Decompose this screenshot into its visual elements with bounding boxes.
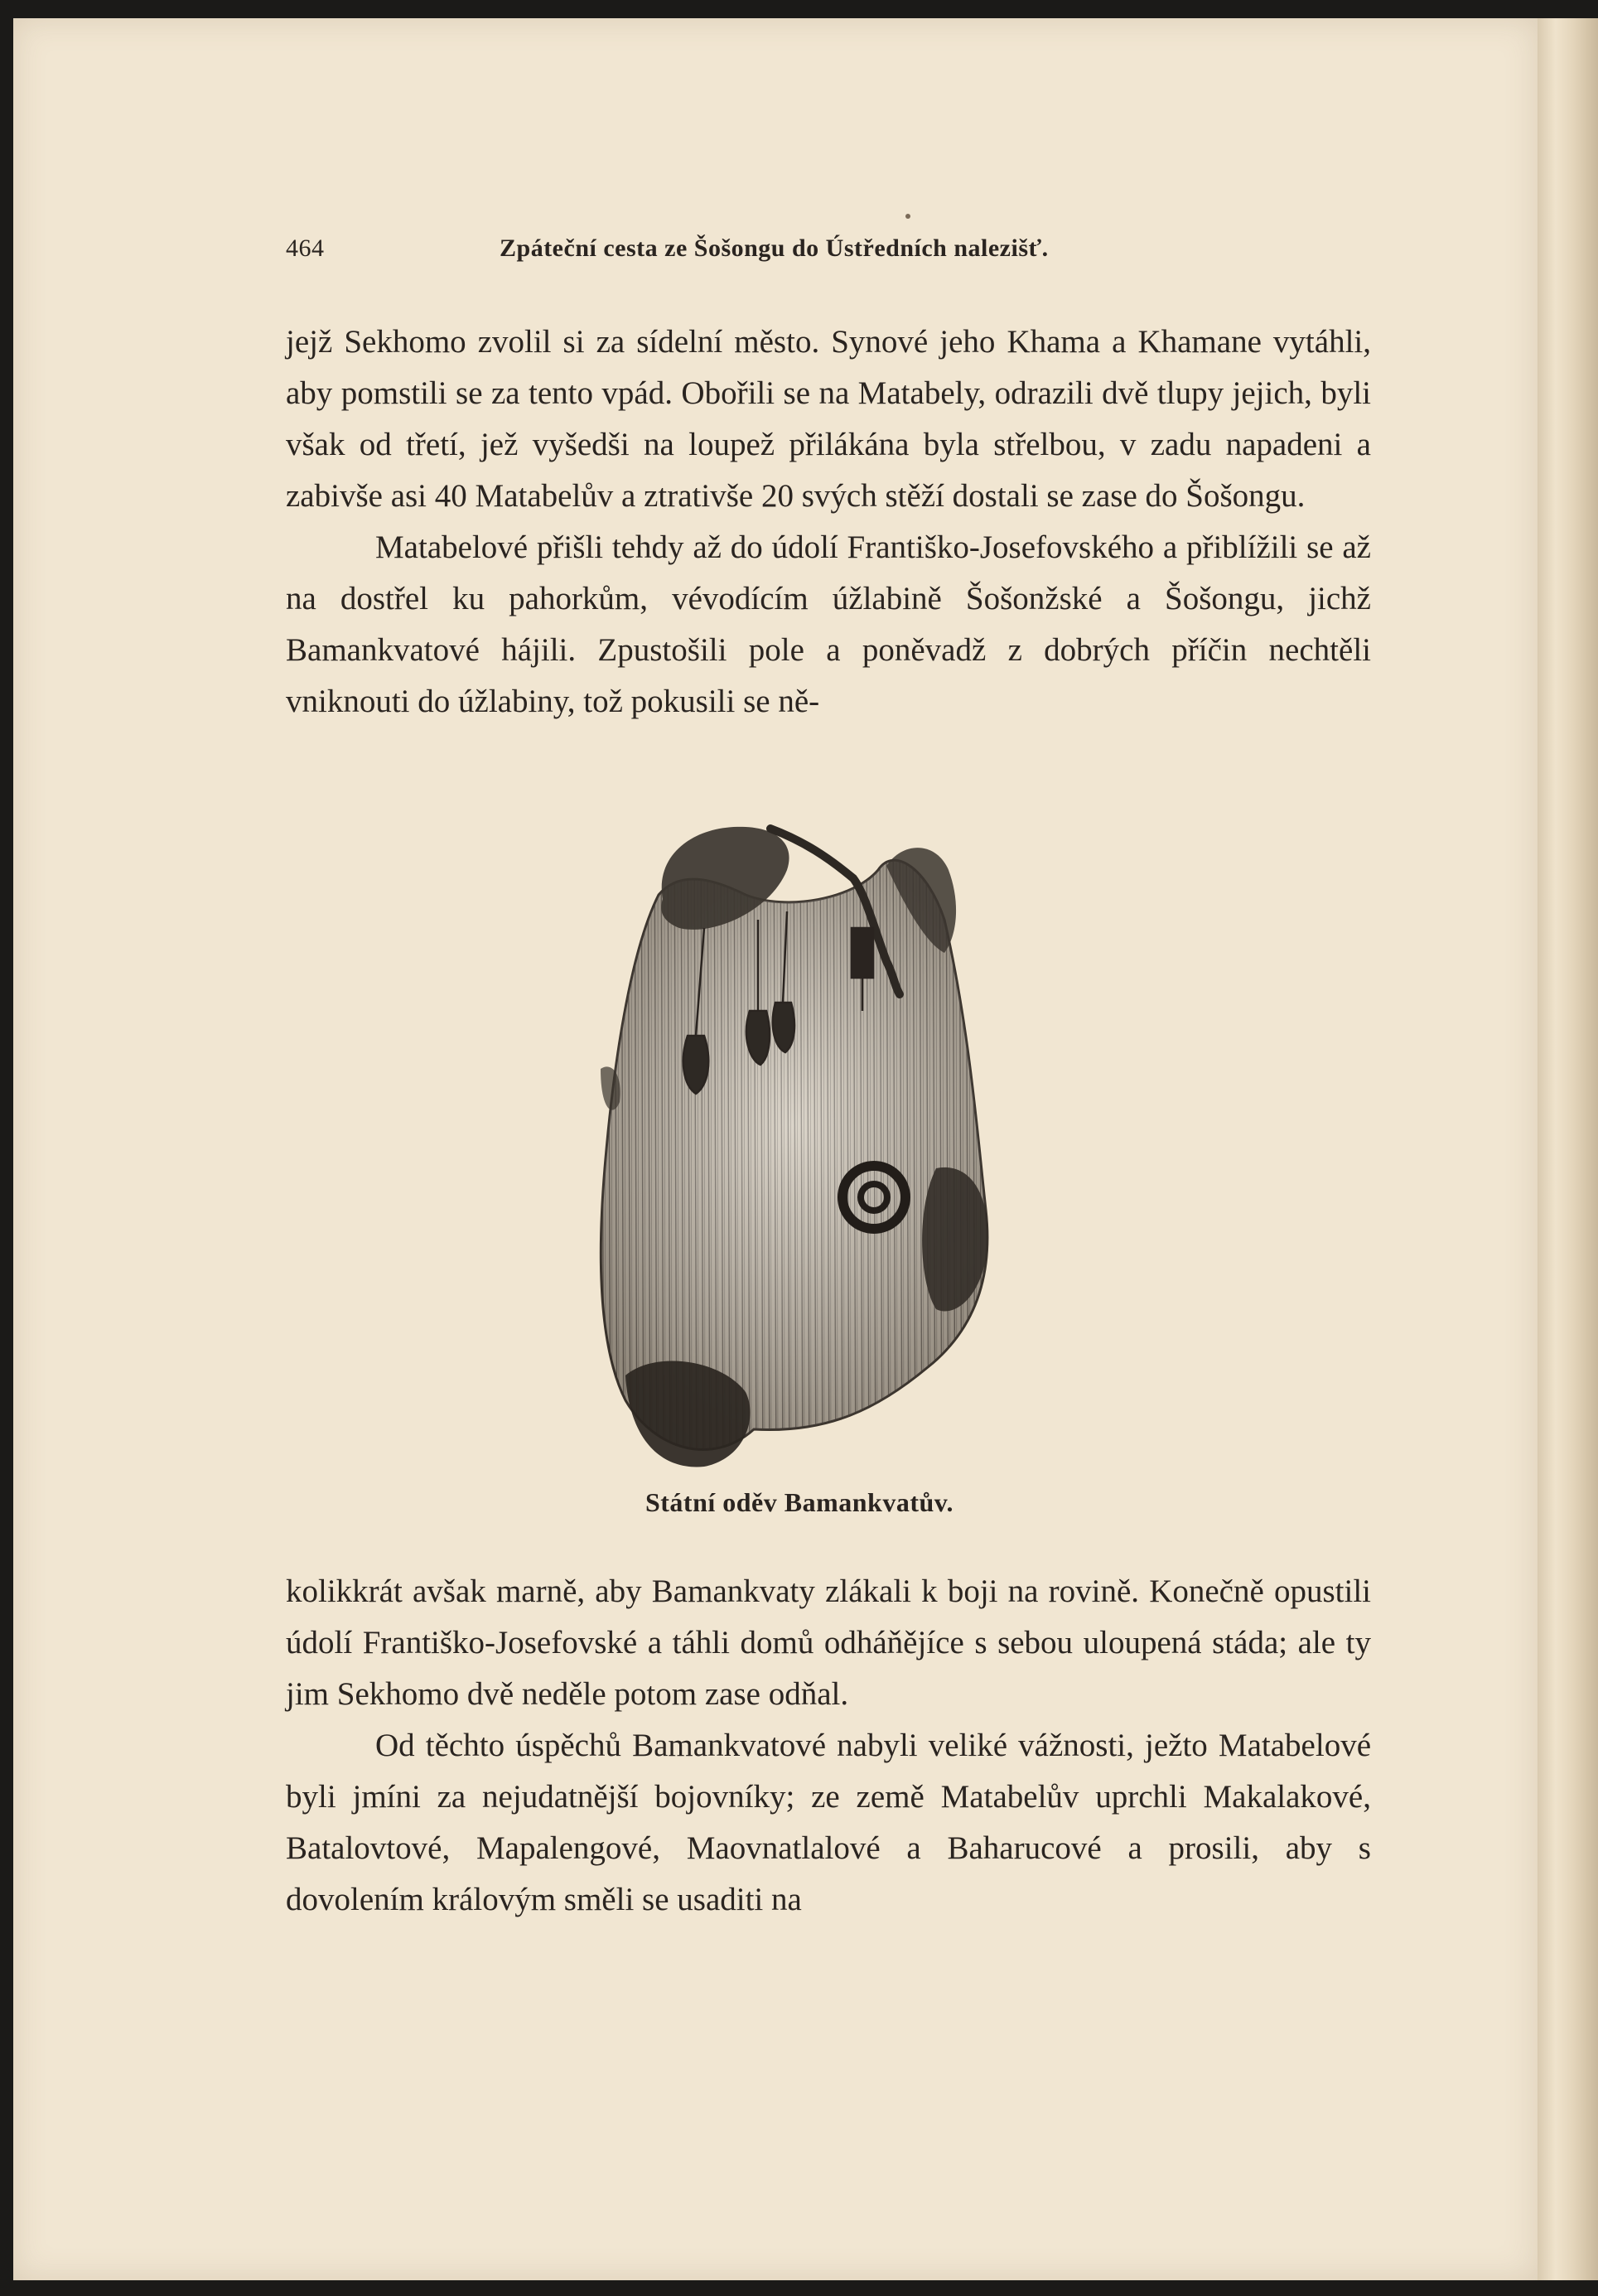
paragraph: jejž Sekhomo zvolil si za sídelní město. Synové jeho Khama a Khamane vytáhli, aby pomstili se za tento vpád. Obořili se na Matabely, odrazili dvě tlupy jejich, byli však od třetí, jež vyšedši na loupež přilákána byla střelbou, v zadu napadeni a zabivše asi 40 Matabelův a ztrativše 20 svých stěží dostali se zase do Šošongu. (286, 324, 1371, 514)
paragraph: kolikkrát avšak marně, aby Bamankvaty zlákali k boji na rovině. Konečně opustili údolí Františko-Josefovské a táhli domů odháňějíce s sebou uloupená stáda; ale ty jim Sekhomo dvě neděle potom zase odňal. (286, 1573, 1371, 1712)
paragraph: Od těchto úspěchů Bamankvatové nabyli veliké vážnosti, ježto Matabelové byli jmíni za nejudatnější bojovníky; ze země Matabelův uprchli Makalakové, Batalovtové, Mapalengové, Maovnatlalové a Baharucové a prosili, aby s dovolením královým směli se usaditi na (286, 1728, 1371, 1917)
paragraph: Matabelové přišli tehdy až do údolí Františko-Josefovského a přiblížili se až na dostřel ku pahorkům, vévodícím úžlabině Šošonžské a Šošongu, jichž Bamankvatové hájili. Zpustošili pole a poněvadž z dobrých příčin nechtěli vniknouti do úžlabiny, tož pokusili se ně- (286, 529, 1371, 719)
page-number: 464 (286, 234, 325, 262)
text-block-lower (286, 1566, 1371, 1926)
figure-caption: Státní oděv Bamankvatův. (645, 1487, 954, 1517)
page-header (286, 234, 1164, 268)
ink-speck (905, 214, 910, 219)
illustration-garment (580, 820, 1060, 1483)
running-title: Zpáteční cesta ze Šošongu do Ústředních nalezišť. (500, 234, 1049, 262)
text-block-upper (286, 317, 1371, 727)
book-spine-edge (1538, 18, 1598, 2280)
